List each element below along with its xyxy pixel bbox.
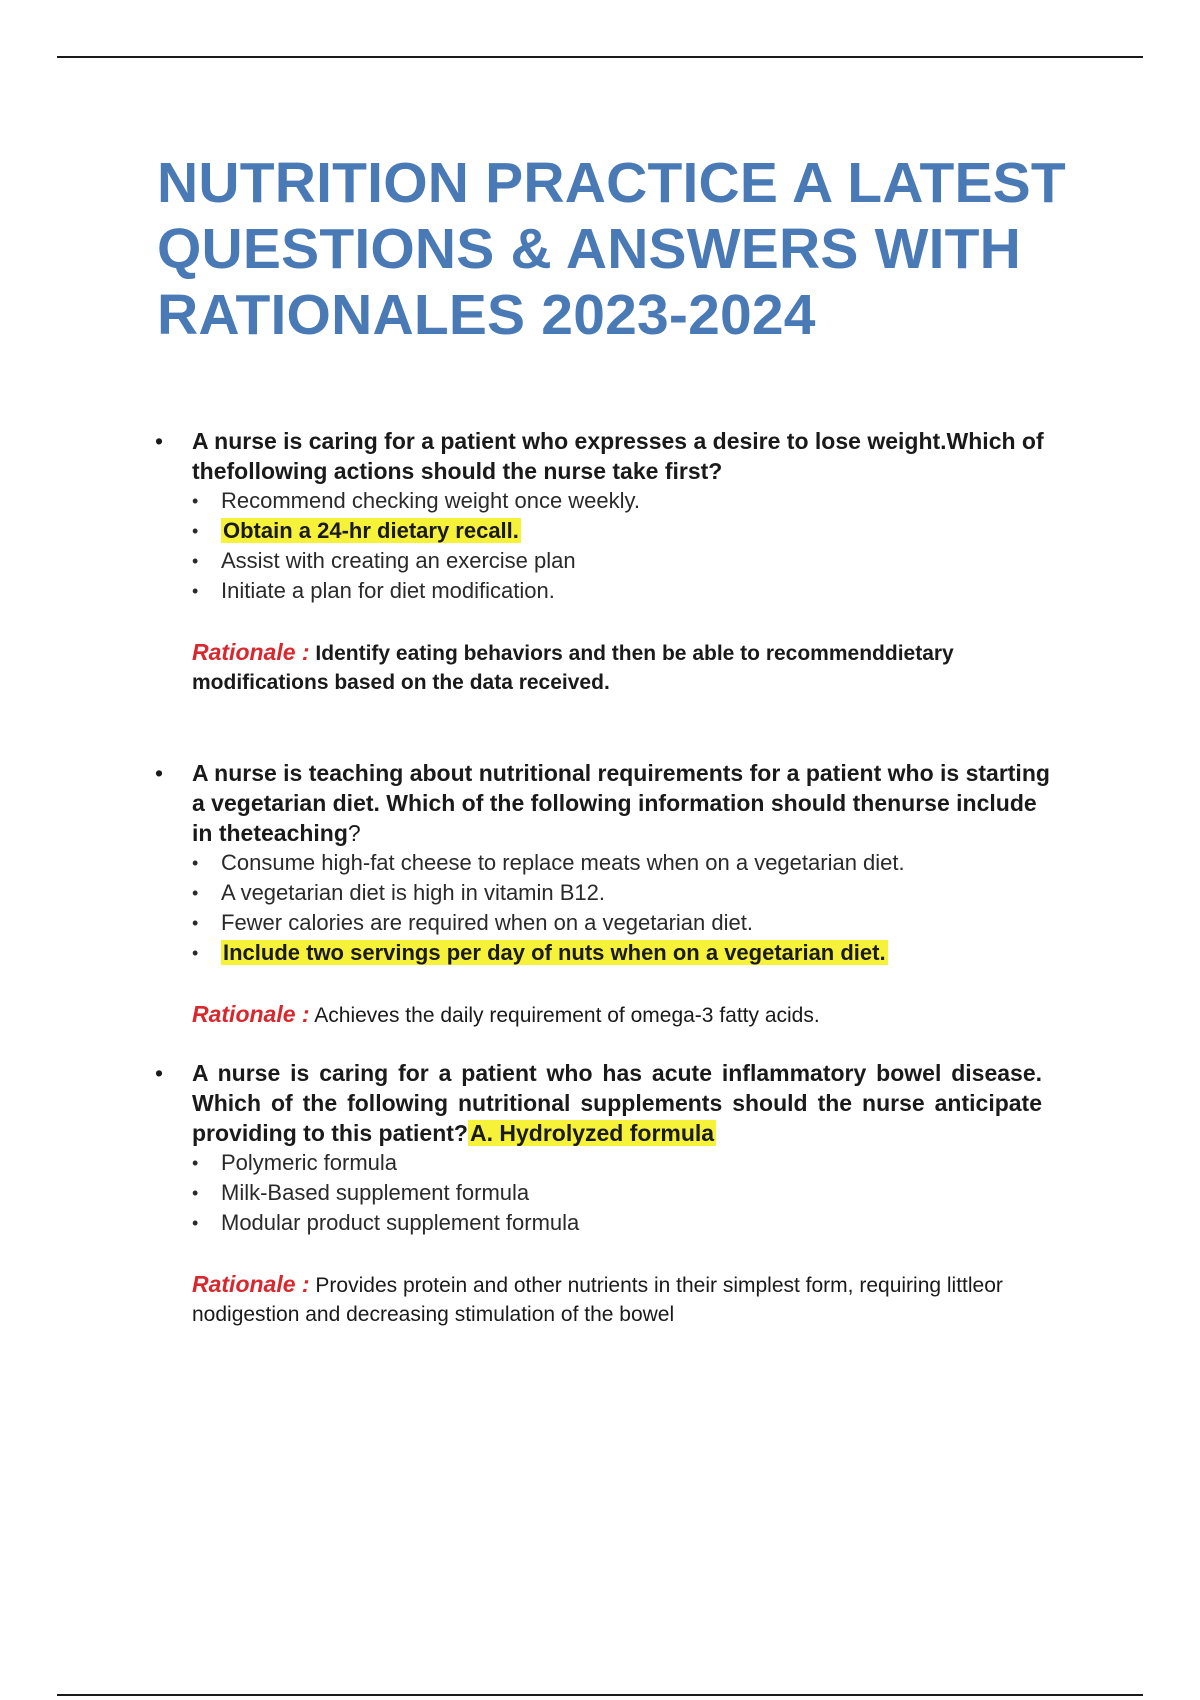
- option-item: [192, 576, 1050, 606]
- rationale-text: Achieves the daily requirement of omega-3 fatty acids.: [314, 1004, 820, 1027]
- option-text: Polymeric formula: [221, 1150, 398, 1175]
- bullet-icon: •: [192, 883, 199, 903]
- option-item-correct: [192, 938, 1050, 968]
- rationale-label: Rationale :: [192, 1271, 310, 1297]
- bullet-icon: •: [192, 913, 199, 933]
- option-text: Fewer calories are required when on a vegetarian diet.: [221, 910, 753, 935]
- question-label: A nurse is caring for a patient who expresses a desire to lose weight.Which of thefollowing actions should the nurse take first?: [192, 428, 1044, 484]
- option-text: Initiate a plan for diet modification.: [221, 578, 555, 603]
- bullet-icon: •: [192, 1183, 199, 1203]
- correct-answer-highlight: A. Hydrolyzed formula: [469, 1120, 715, 1146]
- correct-answer-highlight: Include two servings per day of nuts when on a vegetarian diet.: [223, 940, 886, 965]
- options-list: [150, 848, 1050, 968]
- bullet-icon: •: [155, 760, 164, 786]
- option-item: [192, 1148, 1050, 1178]
- option-text: Assist with creating an exercise plan: [221, 548, 576, 573]
- options-list: [150, 1148, 1050, 1238]
- bullet-icon: •: [192, 1213, 199, 1233]
- option-item-correct: [192, 516, 1050, 546]
- bullet-icon: •: [192, 581, 199, 601]
- option-item: [192, 1208, 1050, 1238]
- top-rule: [57, 56, 1143, 58]
- rationale-text: Provides protein and other nutrients in their simplest form, requiring littleor nodigestion and decreasing stimulation of the bowel: [192, 1274, 1003, 1326]
- bullet-icon: •: [192, 521, 199, 541]
- options-list: [150, 486, 1050, 606]
- option-item: [192, 1178, 1050, 1208]
- question-block-3: [150, 1058, 1050, 1329]
- option-text: Recommend checking weight once weekly.: [221, 488, 641, 513]
- rationale-label: Rationale :: [192, 639, 310, 665]
- bullet-icon: •: [192, 491, 199, 511]
- rationale-label: Rationale :: [192, 1001, 310, 1027]
- bullet-icon: •: [155, 1060, 164, 1086]
- question-block-1: [150, 426, 1050, 697]
- rationale: [150, 1270, 1050, 1329]
- option-text: Modular product supplement formula: [221, 1210, 580, 1235]
- correct-answer-highlight: Obtain a 24-hr dietary recall.: [223, 518, 519, 543]
- document-title: NUTRITION PRACTICE A LATEST QUESTIONS & ANSWERS WITH RATIONALES 2023-2024: [157, 151, 1066, 347]
- bottom-rule: [57, 1694, 1143, 1696]
- rationale: [150, 638, 1050, 697]
- option-text: Milk-Based supplement formula: [221, 1180, 530, 1205]
- bullet-icon: •: [192, 551, 199, 571]
- rationale-text: Identify eating behaviors and then be able to recommenddietary modifications based on the data received.: [192, 642, 954, 694]
- question-label: A nurse is teaching about nutritional requirements for a patient who is starting a vegetarian diet. Which of the following information should thenurse include in theteaching: [192, 760, 1050, 846]
- bullet-icon: •: [192, 1153, 199, 1173]
- question-mark: ?: [347, 820, 361, 846]
- option-item: [192, 486, 1050, 516]
- option-text: A vegetarian diet is high in vitamin B12.: [221, 880, 606, 905]
- question-text: [150, 758, 1050, 848]
- question-block-2: [150, 758, 1050, 1030]
- question-label: A nurse is caring for a patient who has acute inflammatory bowel disease. Which of the following nutritional supplements should the nurse anticipate providing to this patient?: [192, 1060, 1042, 1146]
- option-item: [192, 546, 1050, 576]
- option-item: [192, 848, 1050, 878]
- option-text: Consume high-fat cheese to replace meats when on a vegetarian diet.: [221, 850, 905, 875]
- rationale: [150, 1000, 1050, 1030]
- bullet-icon: •: [155, 428, 164, 454]
- question-text: [150, 1058, 1042, 1148]
- question-text: [150, 426, 1050, 486]
- bullet-icon: •: [192, 943, 199, 963]
- option-item: [192, 908, 1050, 938]
- bullet-icon: •: [192, 853, 199, 873]
- option-item: [192, 878, 1050, 908]
